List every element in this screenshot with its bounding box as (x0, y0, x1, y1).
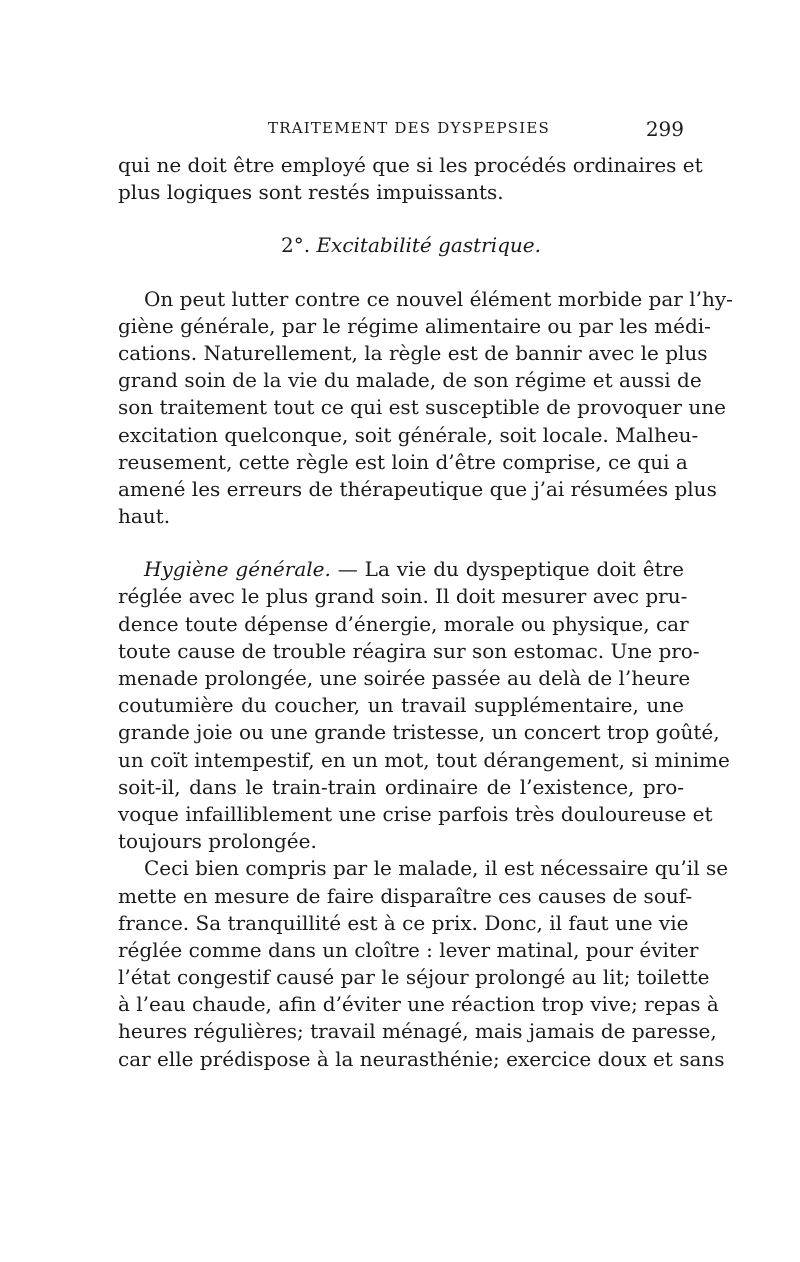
text-line: toute cause de trouble réagira sur son estomac. Une pro- (118, 638, 700, 663)
text-line: dence toute dépense d’énergie, morale ou physique, car (118, 611, 689, 636)
paragraph-hygiene (118, 556, 730, 855)
spacer (118, 530, 684, 556)
paragraph-excitabilite (118, 286, 733, 531)
text-line: Ceci bien compris par le malade, il est nécessaire qu’il se (144, 856, 729, 881)
text-line: un coït intempestif, en un mot, tout dérangement, si minime (118, 747, 730, 772)
text-line: à l’eau chaude, afin d’éviter une réaction trop vive; repas à (118, 992, 719, 1017)
text-line: grand soin de la vie du malade, de son régime et aussi de (118, 368, 702, 393)
text-line: réglée avec le plus grand soin. Il doit mesurer avec pru- (118, 584, 688, 609)
text-line: soit-il, dans le train-train ordinaire de l’existence, pro- (118, 774, 684, 799)
text-line: menade prolongée, une soirée passée au delà de l’heure (118, 666, 691, 690)
text-line: toujours prolongée. (118, 829, 317, 854)
page-number: 299 (645, 117, 684, 141)
spacer (118, 260, 684, 286)
text-line: On peut lutter contre ce nouvel élément morbide par l’hy- (144, 286, 733, 311)
running-title: TRAITEMENT DES DYSPEPSIES (268, 119, 551, 137)
text-line: voque infailliblement une crise parfois très douloureuse et (118, 801, 713, 826)
lead-text: — La vie du dyspeptique doit être (330, 557, 684, 582)
body-text (118, 152, 733, 1073)
subsection-title: Hygiène générale. (144, 557, 331, 582)
paragraph-ceci (118, 855, 729, 1073)
text-line: son traitement tout ce qui est susceptible de provoquer une (118, 395, 726, 420)
text-line: car elle prédispose à la neurasthénie; exercice doux et sans (118, 1046, 725, 1071)
section-number: 2°. (281, 233, 311, 258)
text-line: france. Sa tranquillité est à ce prix. Donc, il faut une vie (118, 910, 689, 935)
text-line: cations. Naturellement, la règle est de bannir avec le plus (118, 340, 708, 365)
text-line: heures régulières; travail ménagé, mais jamais de paresse, (118, 1019, 717, 1044)
text-line: reusement, cette règle est loin d’être comprise, ce qui a (118, 449, 688, 474)
text-line: haut. (118, 504, 171, 529)
text-line (118, 556, 684, 583)
text-line: grande joie ou une grande tristesse, un concert trop goûté, (118, 720, 720, 745)
text-line: réglée comme dans un cloître : lever matinal, pour éviter (118, 937, 699, 962)
text-line: giène générale, par le régime alimentaire ou par les médi- (118, 313, 711, 338)
text-line: mette en mesure de faire disparaître ces causes de souf- (118, 883, 693, 908)
text-line: plus logiques sont restés impuissants. (118, 180, 504, 205)
text-line: qui ne doit être employé que si les procédés ordinaires et (118, 153, 703, 177)
text-line: coutumière du coucher, un travail supplémentaire, une (118, 693, 684, 718)
section-heading (118, 232, 684, 259)
text-line: amené les erreurs de thérapeutique que j’ai résumées plus (118, 476, 717, 501)
running-head (118, 117, 684, 141)
text-line: excitation quelconque, soit générale, soit locale. Malheu- (118, 422, 699, 447)
section-title: Excitabilité gastrique. (316, 233, 541, 258)
text-line: l’état congestif causé par le séjour prolongé au lit; toilette (118, 965, 710, 990)
spacer (118, 206, 684, 232)
